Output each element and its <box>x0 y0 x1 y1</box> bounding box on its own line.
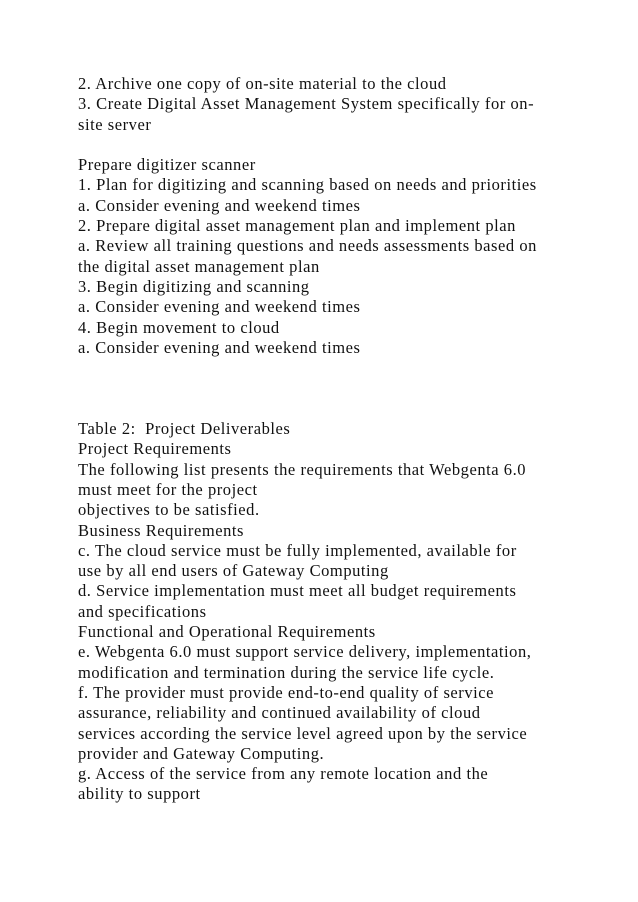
text-line: must meet for the project <box>78 479 258 499</box>
text-line: c. The cloud service must be fully implemented, available for <box>78 540 517 560</box>
blank-line <box>78 135 598 155</box>
text-line: use by all end users of Gateway Computing <box>78 561 389 581</box>
text-line: 3. Begin digitizing and scanning <box>78 276 310 296</box>
text-line: services according the service level agreed upon by the service <box>78 723 528 743</box>
blank-line <box>78 399 598 419</box>
text-line: and specifications <box>78 601 207 621</box>
blank-line <box>78 358 598 378</box>
text-line: 2. Prepare digital asset management plan and implement plan <box>78 216 516 236</box>
blank-line <box>78 378 598 398</box>
table-caption: Table 2: Project Deliverables <box>78 419 291 439</box>
text-line: g. Access of the service from any remote location and the <box>78 764 489 784</box>
text-line: f. The provider must provide end-to-end quality of service <box>78 682 495 702</box>
section-heading: Project Requirements <box>78 439 232 459</box>
text-line: a. Consider evening and weekend times <box>78 195 361 215</box>
section-heading: Prepare digitizer scanner <box>78 155 256 175</box>
text-line: site server <box>78 114 152 134</box>
text-line: the digital asset management plan <box>78 256 320 276</box>
text-line: The following list presents the requirements that Webgenta 6.0 <box>78 459 527 479</box>
text-line: 4. Begin movement to cloud <box>78 317 280 337</box>
text-line: a. Consider evening and weekend times <box>78 337 361 357</box>
text-line: a. Review all training questions and needs assessments based on <box>78 236 537 256</box>
text-line: assurance, reliability and continued availability of cloud <box>78 703 481 723</box>
section-heading: Business Requirements <box>78 520 244 540</box>
text-line: e. Webgenta 6.0 must support service delivery, implementation, <box>78 642 532 662</box>
text-line: ability to support <box>78 784 201 804</box>
text-line: a. Consider evening and weekend times <box>78 297 361 317</box>
section-heading: Functional and Operational Requirements <box>78 622 376 642</box>
text-line: d. Service implementation must meet all budget requirements <box>78 581 517 601</box>
document-body <box>78 74 598 805</box>
text-line: 3. Create Digital Asset Management System specifically for on- <box>78 94 535 114</box>
text-line: modification and termination during the service life cycle. <box>78 662 495 682</box>
text-line: 2. Archive one copy of on-site material to the cloud <box>78 74 447 93</box>
text-line: objectives to be satisfied. <box>78 500 260 520</box>
text-line: 1. Plan for digitizing and scanning based on needs and priorities <box>78 175 537 195</box>
text-line: provider and Gateway Computing. <box>78 743 325 763</box>
